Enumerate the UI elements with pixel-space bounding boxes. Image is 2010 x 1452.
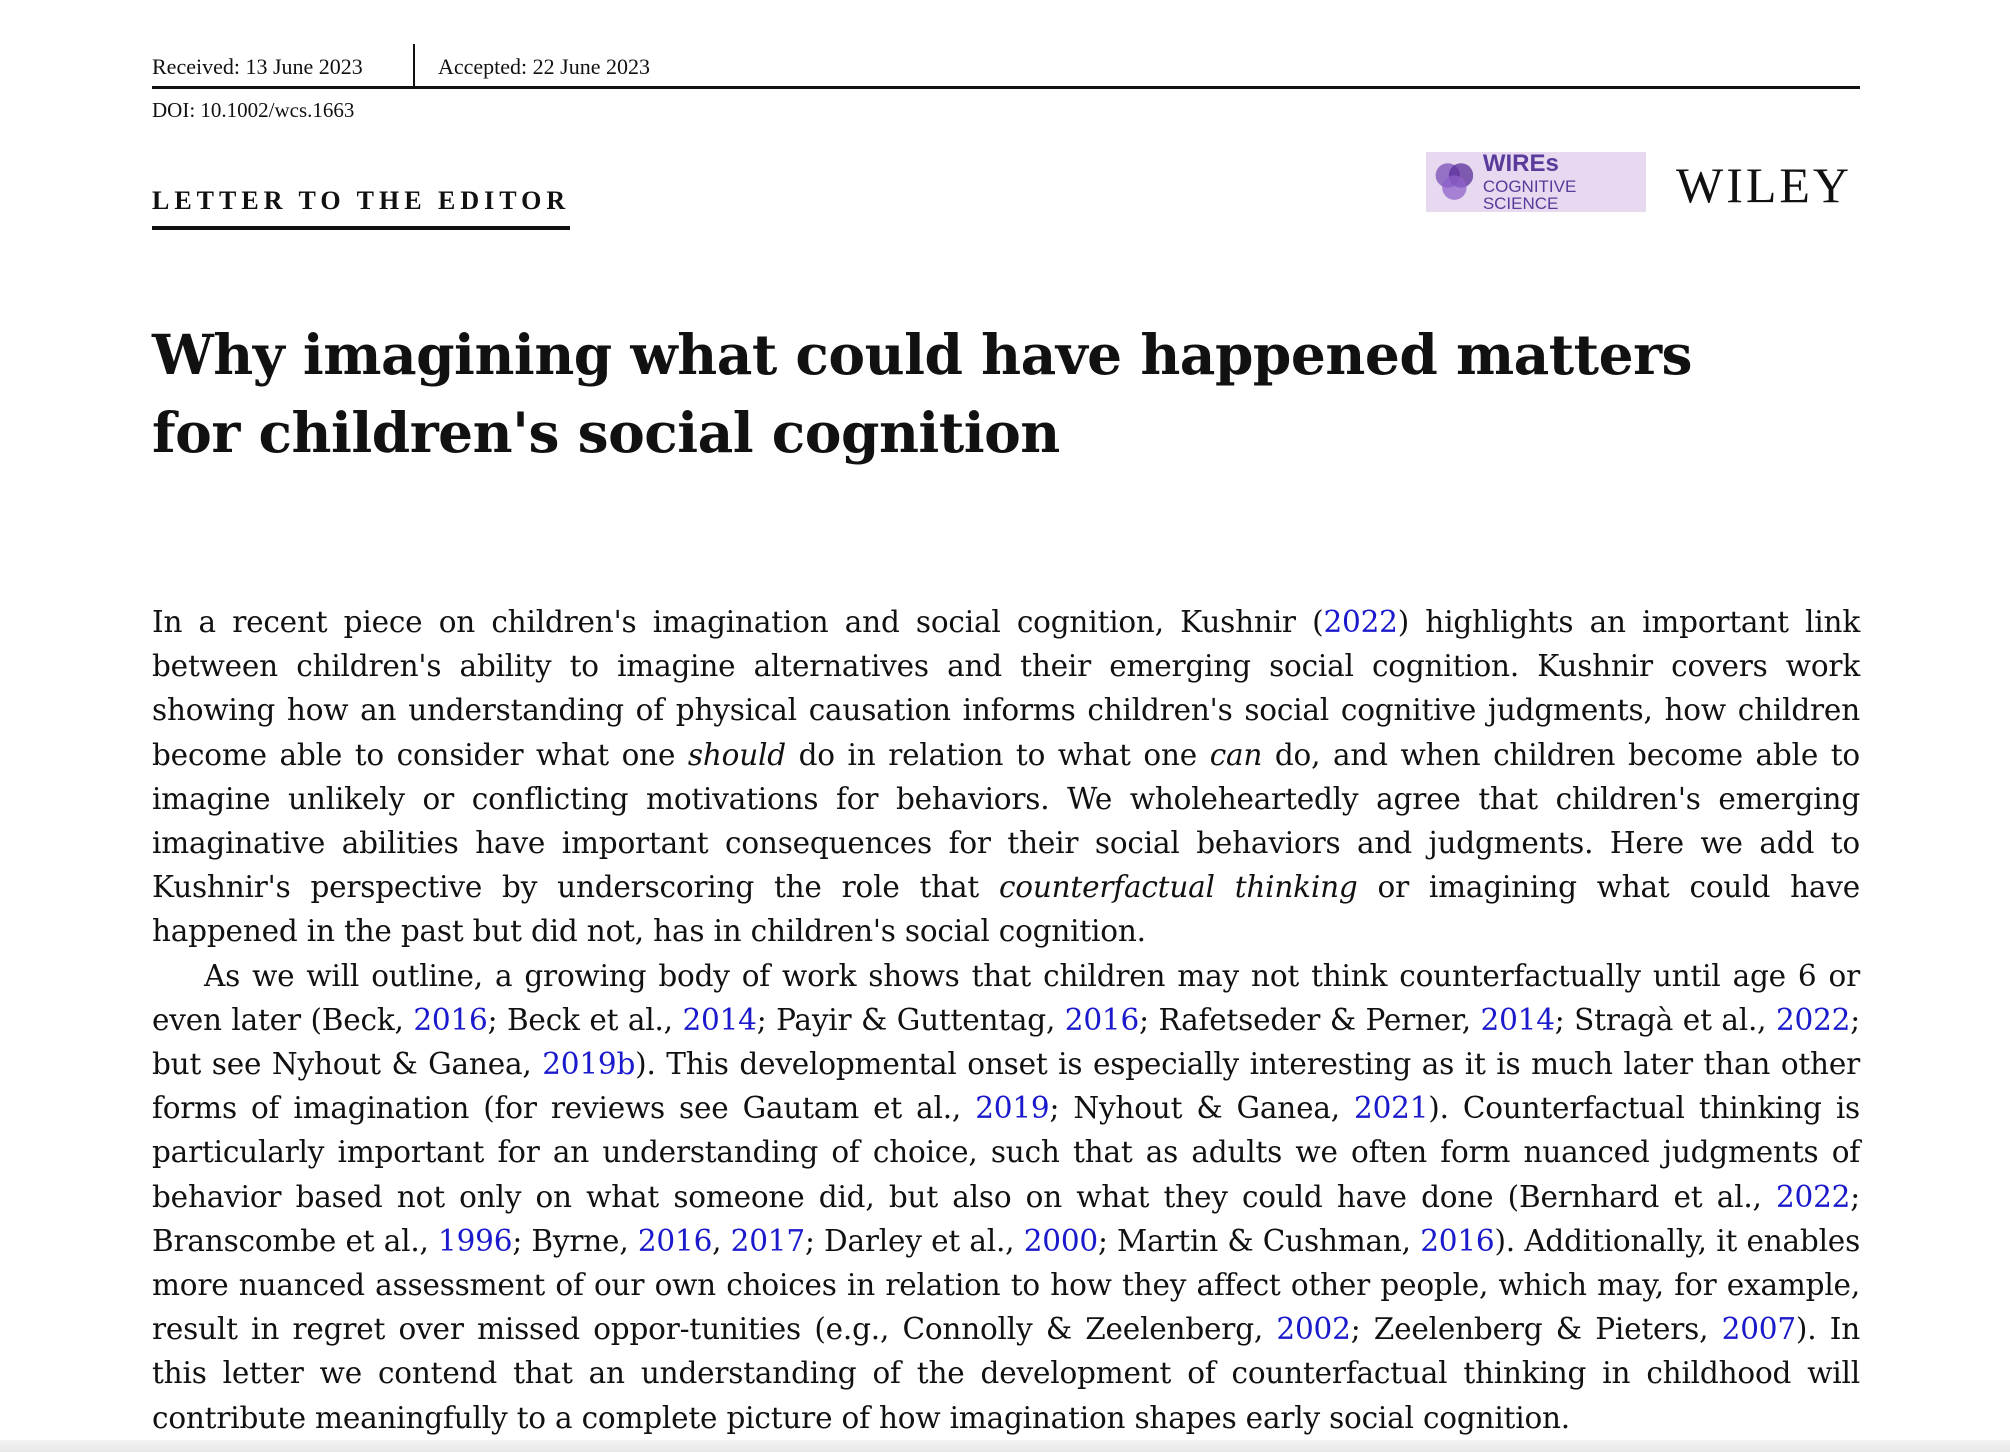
- citation-link[interactable]: 2014: [1480, 1002, 1555, 1037]
- text-run: ; Martin & Cushman,: [1097, 1223, 1421, 1258]
- citation-link[interactable]: 2019b: [542, 1047, 636, 1082]
- citation-link[interactable]: 2016: [413, 1002, 488, 1037]
- text-run: ). In this letter we contend that an understanding of the development of counterfactual thinking in childhood will contribute meaningfully to a complete picture of how imagination shapes early social cognition.: [152, 1312, 1860, 1435]
- text-run: ; Branscombe et al.,: [152, 1179, 1860, 1258]
- citation-link[interactable]: 2016: [1420, 1223, 1495, 1258]
- emphasis: can: [1209, 737, 1263, 772]
- text-run: ). This developmental onset is especially interesting as it is much later than other forms of imagination (for reviews see Gautam et al.,: [152, 1047, 1860, 1126]
- article-type-label: LETTER TO THE EDITOR: [152, 186, 570, 230]
- citation-link[interactable]: 2022: [1775, 1179, 1851, 1214]
- accepted-date: Accepted: 22 June 2023: [438, 54, 650, 79]
- text-run: ; Zeelenberg & Pieters,: [1350, 1312, 1722, 1347]
- text-run: ; Stragà et al.,: [1554, 1002, 1776, 1037]
- journal-logo[interactable]: [1426, 152, 1646, 212]
- text-run: ) highlights an important link between children's ability to imagine alternatives and their emerging social cognition. Kushnir covers work showing how an understanding of physical causation informs children's social cognitive judgments, how children become able to consider what one: [152, 605, 1860, 772]
- citation-link[interactable]: 2017: [730, 1223, 805, 1258]
- journal-logo-line1: WIREs: [1482, 150, 1559, 177]
- doi[interactable]: DOI: 10.1002/wcs.1663: [152, 98, 355, 122]
- citation-link[interactable]: 2022: [1775, 1002, 1851, 1037]
- text-run: ; Nyhout & Ganea,: [1049, 1091, 1354, 1126]
- text-run: ; Byrne,: [512, 1223, 638, 1258]
- citation-link[interactable]: 2016: [637, 1223, 713, 1258]
- wires-circles-icon: [1430, 156, 1479, 208]
- title-line-2: for children's social cognition: [152, 400, 1060, 465]
- citation-link[interactable]: 2007: [1721, 1312, 1796, 1347]
- page-bottom-edge: [0, 1440, 2010, 1452]
- article-dates: [152, 44, 1860, 86]
- citation-link[interactable]: 2002: [1276, 1312, 1351, 1347]
- text-run: do, and when children become able to imagine unlikely or conflicting motivations for behaviors. We wholeheartedly agree that children's emerging imaginative abilities have important consequences for their social behaviors and judgments. Here we add to Kushnir's perspective by underscoring the role that: [152, 737, 1860, 905]
- citation-link[interactable]: 2014: [682, 1002, 757, 1037]
- text-run: ,: [712, 1223, 731, 1258]
- text-run: do in relation to what one: [785, 737, 1210, 772]
- date-divider: [413, 44, 415, 86]
- citation-link[interactable]: 2021: [1354, 1091, 1429, 1126]
- text-run: ; Darley et al.,: [804, 1223, 1024, 1258]
- text-run: As we will outline, a growing body of work shows that children may not think counterfactually until age 6 or even later (Beck,: [152, 958, 1860, 1037]
- journal-logo-text: [1483, 152, 1646, 212]
- text-run: In a recent piece on children's imagination and social cognition, Kushnir (: [152, 605, 1324, 639]
- text-run: ). Counterfactual thinking is particularly important for an understanding of choice, such that as adults we often form nuanced judgments of behavior based not only on what someone did, but also on what they could have done (Bernhard et al.,: [152, 1091, 1860, 1214]
- paragraph-2: [152, 954, 1860, 1440]
- text-run: ). Additionally, it enables more nuanced assessment of our own choices in relation to how they affect other people, which may, for example, result in regret over missed oppor-tunities (e.g., Connolly & Zeelenberg,: [152, 1223, 1861, 1347]
- paragraph-1: [152, 600, 1860, 954]
- citation-link[interactable]: 2022: [1323, 605, 1398, 639]
- text-run: or imagining what could have happened in the past but did not, has in children's social cognition.: [152, 870, 1860, 949]
- citation-link[interactable]: 2019: [975, 1091, 1050, 1126]
- article-page: [152, 0, 1860, 1452]
- text-run: ; but see Nyhout & Ganea,: [152, 1002, 1860, 1082]
- emphasis: should: [687, 737, 786, 772]
- citation-link[interactable]: 2016: [1064, 1002, 1140, 1037]
- received-date: Received: 13 June 2023: [152, 54, 363, 79]
- text-run: ; Payir & Guttentag,: [756, 1002, 1065, 1037]
- article-title: [152, 316, 1712, 472]
- title-line-1: Why imagining what could have happened matters: [152, 322, 1693, 387]
- citation-link[interactable]: 1996: [438, 1223, 513, 1258]
- publisher-logo[interactable]: WILEY: [1676, 157, 1853, 213]
- text-run: ; Beck et al.,: [487, 1002, 683, 1037]
- citation-link[interactable]: 2000: [1023, 1223, 1098, 1258]
- article-body: [152, 600, 1860, 1440]
- emphasis: counterfactual thinking: [998, 870, 1358, 905]
- text-run: ; Rafetseder & Perner,: [1139, 1002, 1481, 1037]
- header-rule: [152, 86, 1860, 89]
- journal-logo-line2: COGNITIVE SCIENCE: [1482, 177, 1577, 213]
